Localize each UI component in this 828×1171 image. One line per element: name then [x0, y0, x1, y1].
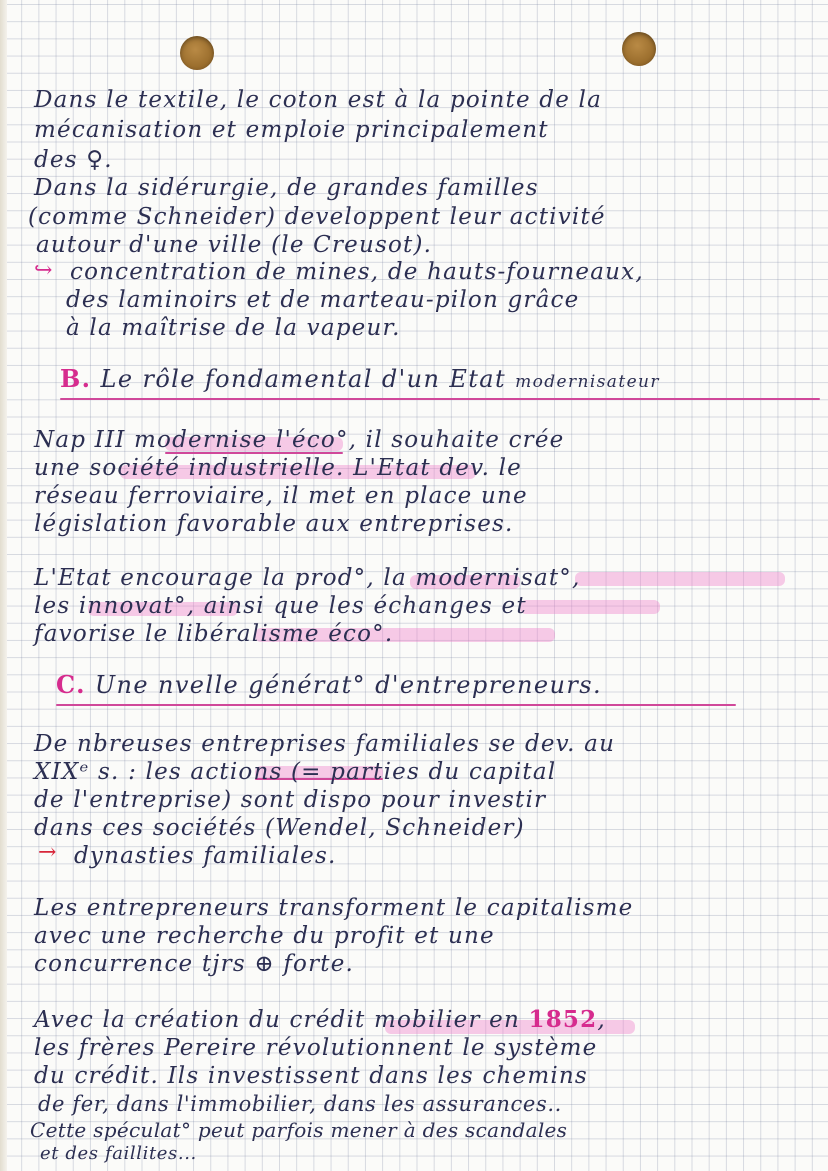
text-line: une société industrielle. L'Etat dev. le [34, 455, 522, 481]
text-line: XIXᵉ s. : les actions (= parties du capital [34, 759, 557, 785]
text-line: dynasties familiales. [74, 843, 337, 869]
heading-underline [56, 704, 736, 706]
text-line: réseau ferroviaire, il met en place une [34, 483, 528, 509]
arrow-right-icon: ↪ [34, 258, 53, 283]
text-line: du crédit. Ils investissent dans les chemins [34, 1063, 588, 1089]
heading-underline [60, 398, 820, 400]
text-line: Les entrepreneurs transforment le capitalisme [34, 895, 634, 921]
highlight [575, 572, 785, 586]
text-line: Cette spéculat° peut parfois mener à des scandales [30, 1118, 568, 1142]
text-line: de fer, dans l'immobilier, dans les assurances.. [38, 1092, 562, 1116]
text-line: de l'entreprise) sont dispo pour investir [34, 787, 547, 813]
comma: , [597, 1007, 606, 1033]
text-line: De nbreuses entreprises familiales se dev. au [34, 731, 616, 757]
binder-hole-right [622, 32, 656, 66]
text-line: concurrence tjrs ⊕ forte. [34, 951, 355, 977]
section-title: Une nvelle générat° d'entrepreneurs. [94, 671, 602, 699]
text-line: dans ces sociétés (Wendel, Schneider) [34, 815, 525, 841]
section-title: Le rôle fondamental d'un Etat [100, 365, 507, 393]
text-line: et des faillites... [40, 1143, 197, 1164]
text-line: des laminoirs et de marteau-pilon grâce [66, 287, 580, 313]
section-title-suffix: modernisateur [515, 372, 660, 392]
text-line: les innovat°, ainsi que les échanges et [34, 593, 527, 619]
binder-hole-left [180, 36, 214, 70]
text-line: avec une recherche du profit et une [34, 923, 495, 949]
text-line: autour d'une ville (le Creusot). [36, 232, 433, 258]
section-letter: B. [60, 364, 92, 393]
section-letter: C. [56, 670, 86, 699]
text-line: Nap III modernise l'éco°, il souhaite crée [34, 427, 565, 453]
text-segment: Avec la création du crédit mobilier en [34, 1007, 520, 1033]
text-line: à la maîtrise de la vapeur. [66, 315, 401, 341]
highlight [520, 600, 660, 614]
section-heading-b [60, 364, 660, 393]
text-line [34, 1006, 606, 1034]
text-line: les frères Pereire révolutionnent le système [34, 1035, 598, 1061]
text-line: favorise le libéralisme éco°. [34, 621, 394, 647]
text-line: (comme Schneider) developpent leur activité [28, 204, 606, 230]
year-label: 1852 [528, 1006, 598, 1033]
section-heading-c [56, 670, 602, 699]
text-line: législation favorable aux entreprises. [34, 511, 514, 537]
text-line: mécanisation et emploie principalement [34, 117, 549, 143]
arrow-right-icon: → [38, 840, 57, 865]
text-line: concentration de mines, de hauts-fourneaux, [70, 259, 644, 285]
text-line: L'Etat encourage la prod°, la modernisat°, [34, 565, 581, 591]
text-line: Dans le textile, le coton est à la pointe de la [34, 87, 602, 113]
text-line: des ♀. [34, 147, 113, 173]
text-line: Dans la sidérurgie, de grandes familles [34, 175, 539, 201]
